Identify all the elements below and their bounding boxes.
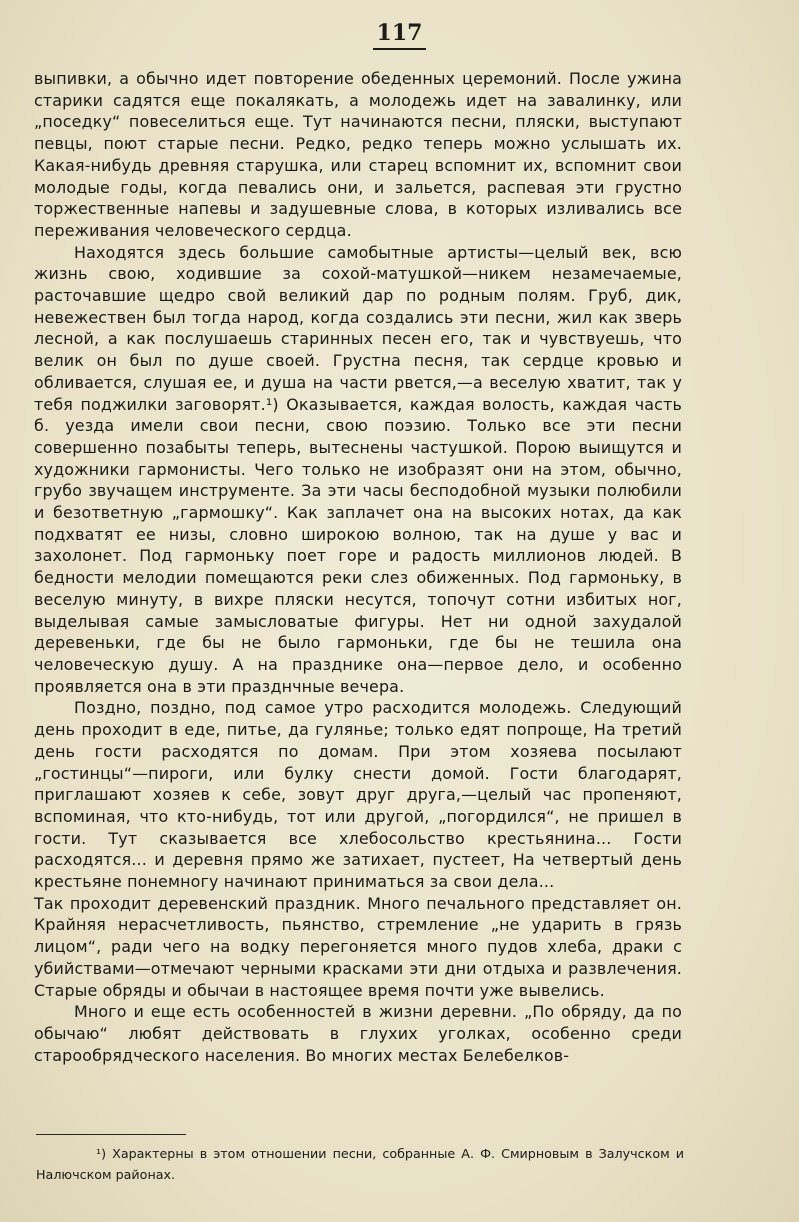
footnote-divider — [36, 1134, 186, 1135]
footnote — [36, 1143, 684, 1185]
paragraph-5: Много и еще есть особенностей в жизни деревни. „По обряду, да по обычаю“ любят действовать в глухих уголках, особенно среди старообрядческого населения. Во многих местах Белебелков- — [34, 1002, 682, 1065]
paragraph-3: Поздно, поздно, под самое утро расходится молодежь. Следующий день проходит в еде, питье, да гулянье; только едят попроще, На третий день гости расходятся по домам. При этом хозяева посылают „гостинцы“—пироги, или булку снести домой. Гости благодарят, приглашают хозяев к себе, зовут друг друга,—целый час пропеняют, вспоминая, что кто-нибудь, тот или другой, „погордился“, не пришел в гости. Тут сказывается все хлебосольство крестьянина... Гости расходятся... и деревня прямо же затихает, пустеет, На четвертый день крестьяне понемногу начинают приниматься за свои дела... — [34, 698, 682, 892]
page-number: 117 — [0, 20, 799, 50]
paragraph-4: Так проходит деревенский праздник. Много печального представляет он. Крайняя нерасчетливость, пьянство, стремление „не ударить в грязь лицом“, ради чего на водку перегоняется много пудов хлеба, драки с убийствами—отмечают черными красками эти дни отдыха и развлечения. Старые обряды и обычаи в настоящее время почти уже вывелись. — [34, 893, 682, 1000]
paragraph-1: выпивки, а обычно идет повторение обеденных церемоний. После ужина старики садятся еще покалякать, а молодежь идет на завалинку, или „поседку“ повеселиться еще. Тут начинаются песни, пляски, выступают певцы, поют старые песни. Редко, редко теперь можно услышать их. Какая-нибудь древняя старушка, или старец вспомнит их, вспомнит свои молодые годы, когда певались они, и зальется, распевая эти грустно торжественные напевы и задушевные слова, в которых изливались все переживания человеческого сердца. — [34, 69, 682, 240]
footnote-text: ¹) Характерны в этом отношении песни, собранные А. Ф. Смирновым в Залучском и Налючском районах. — [36, 1146, 684, 1182]
paragraph-2: Находятся здесь большие самобытные артисты—целый век, всю жизнь свою, ходившие за сохой-матушкой—никем незамечаемые, расточавшие щедро свой великий дар по родным полям. Груб, дик, невежествен был тогда народ, когда создались эти песни, жил как зверь лесной, а как послушаешь старинных песен его, так и чувствуешь, что велик он был по душе своей. Грустна песня, так сердце кровью и обливается, слушая ее, и душа на части рвется,—а веселую хватит, так у тебя поджилки заговорят.¹) Оказывается, каждая волость, каждая часть б. уезда имели свои песни, свою поэзию. Только все эти песни совершенно позабыты теперь, вытеснены частушкой. Порою выищутся и художники гармонисты. Чего только не изобразят они на этом, обычно, грубо звучащем инструменте. За эти часы бесподобной музыки полюбили и безответную „гармошку“. Как заплачет она на высоких нотах, да как подхватят ее низы, словно широкою волною, так на душе у вас и захолонет. Под гармоньку поет горе и радость миллионов людей. В бедности мелодии помещаются реки слез обиженных. Под гармоньку, в веселую минуту, в вихре пляски несутся, топочут сотни избитых ног, выделывая самые замысловатые фигуры. Нет ни одной захудалой деревеньки, где бы не было гармоньки, где бы не тешила она человеческую душу. А на празднике она—первое дело, и особенно проявляется она в эти празднчные вечера. — [34, 242, 682, 696]
body-text — [34, 68, 682, 1066]
